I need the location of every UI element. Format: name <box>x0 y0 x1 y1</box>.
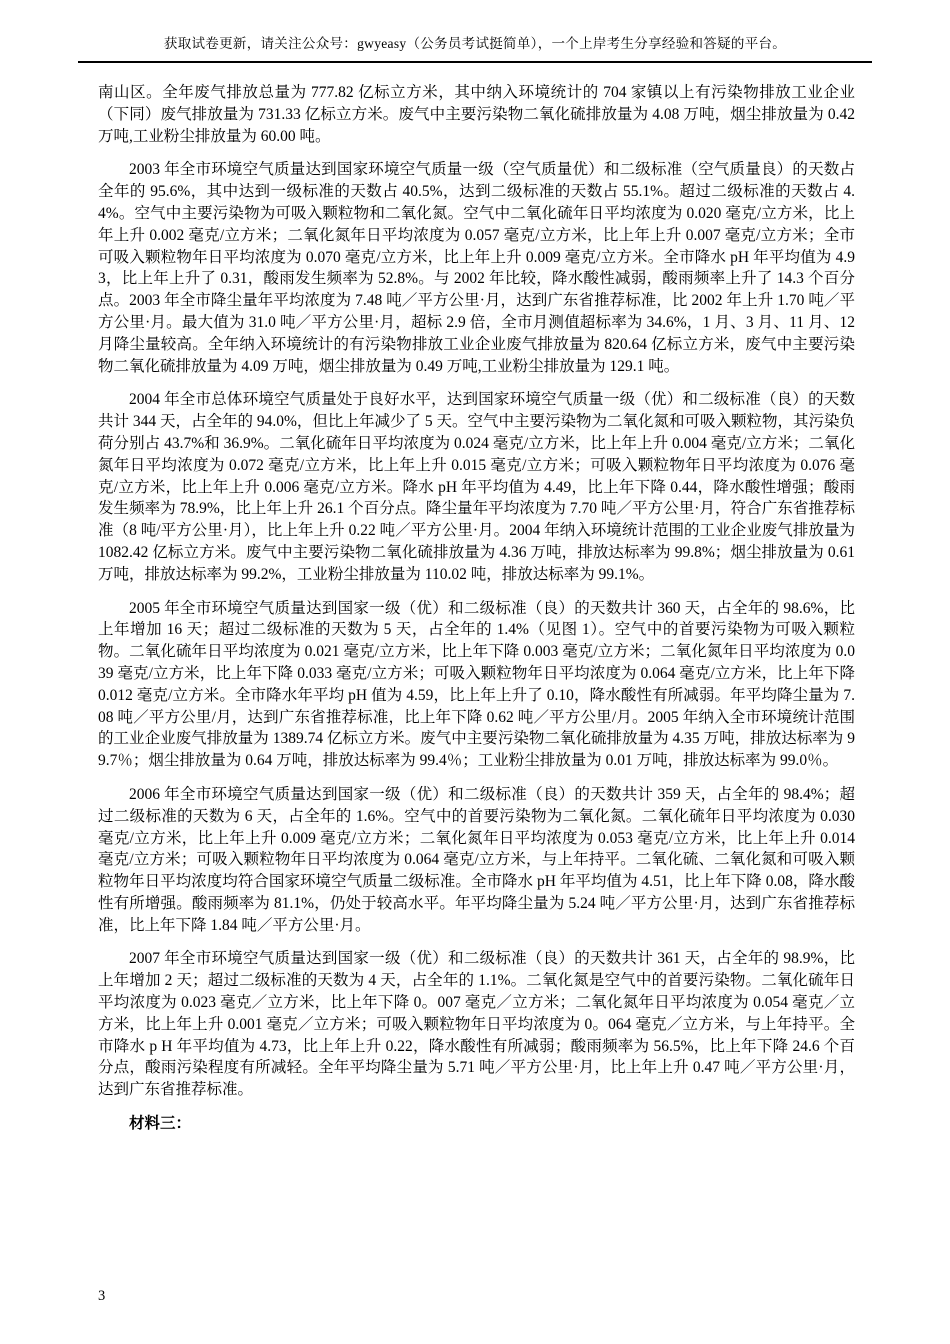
paragraph-year-2005: 2005 年全市环境空气质量达到国家一级（优）和二级标准（良）的天数共计 360 天，占全年的 98.6%，比上年增加 16 天；超过二级标准的天数为 5 天，占全年的 1.4%（见图 1）。空气中的首要污染物为可吸入颗粒物。二氧化硫年日平均浓度为 0.021 毫克/立方米，比上年下降 0.003 毫克/立方米；二氧化氮年日平均浓度为 0.039 毫克/立方米，比上年下降 0.033 毫克/立方米；可吸入颗粒物年日平均浓度为 0.064 毫克/立方米，比上年下降 0.012 毫克/立方米。全市降水年平均 pH 值为 4.59，比上年上升了 0.10，降水酸性有所减弱。年平均降尘量为 7.08 吨／平方公里/月，达到广东省推荐标准，比上年下降 0.62 吨／平方公里/月。2005 年纳入全市环境统计范围的工业企业废气排放量为 1389.74 亿标立方米。废气中主要污染物二氧化硫排放量为 4.35 万吨，排放达标率为 99.7％；烟尘排放量为 0.64 万吨，排放达标率为 99.4％；工业粉尘排放量为 0.01 万吨，排放达标率为 99.0％。 <box>98 599 855 770</box>
paragraph-year-2006: 2006 年全市环境空气质量达到国家一级（优）和二级标准（良）的天数共计 359 天，占全年的 98.4%；超过二级标准的天数为 6 天，占全年的 1.6%。空气中的首要污染物为二氧化氮。二氧化硫年日平均浓度为 0.030 毫克/立方米，比上年上升 0.009 毫克/立方米；二氧化氮年日平均浓度为 0.053 毫克/立方米，比上年上升 0.014 毫克/立方米；可吸入颗粒物年日平均浓度为 0.064 毫克/立方米，与上年持平。二氧化硫、二氧化氮和可吸入颗粒物年日平均浓度均符合国家环境空气质量二级标准。全市降水 pH 年平均值为 4.51，比上年下降 0.08，降水酸性有所增强。酸雨频率为 81.1%，仍处于较高水平。年平均降尘量为 5.24 吨／平方公里·月，达到广东省推荐标准，比上年下降 1.84 吨／平方公里·月。 <box>98 785 855 934</box>
material-three-heading: 材料三： <box>129 1115 192 1133</box>
page-number: 3 <box>98 1288 106 1304</box>
paragraph-year-2007: 2007 年全市环境空气质量达到国家一级（优）和二级标准（良）的天数共计 361 天，占全年的 98.9%，比上年增加 2 天；超过二级标准的天数为 4 天，占全年的 1.1%。二氧化氮是空气中的首要污染物。二氧化硫年日平均浓度为 0.023 毫克／立方米，比上年下降 0。007 毫克／立方米；二氧化氮年日平均浓度为 0.054 毫克／立方米，比上年上升 0.001 毫克／立方米；可吸入颗粒物年日平均浓度为 0。064 毫克／立方米，与上年持平。全市降水 p H 年平均值为 4.73，比上年上升 0.22，降水酸性有所减弱；酸雨频率为 56.5%，比上年下降 24.6 个百分点，酸雨污染程度有所减轻。全年平均降尘量为 5.71 吨／平方公里·月，比上年上升 0.47 吨／平方公里·月，达到广东省推荐标准。 <box>98 950 855 1099</box>
document-body <box>98 82 855 1135</box>
paragraph-year-2004: 2004 年全市总体环境空气质量处于良好水平，达到国家环境空气质量一级（优）和二级标准（良）的天数共计 344 天，占全年的 94.0%，但比上年减少了 5 天。空气中主要污染物为二氧化氮和可吸入颗粒物，其污染负荷分别占 43.7%和 36.9%。二氧化硫年日平均浓度为 0.024 毫克/立方米，比上年上升 0.004 毫克/立方米；二氧化氮年日平均浓度为 0.072 毫克/立方米，比上年上升 0.015 毫克/立方米；可吸入颗粒物年日平均浓度为 0.076 毫克/立方米，比上年上升 0.006 毫克/立方米。降水 pH 年平均值为 4.49，比上年下降 0.44，降水酸性增强；酸雨发生频率为 78.9%，比上年上升 26.1 个百分点。降尘量年平均浓度为 7.70 吨／平方公里·月，符合广东省推荐标准（8 吨/平方公里·月），比上年上升 0.22 吨／平方公里·月。2004 年纳入环境统计范围的工业企业废气排放量为 1082.42 亿标立方米。废气中主要污染物二氧化硫排放量为 4.36 万吨，排放达标率为 99.8%；烟尘排放量为 0.61 万吨，排放达标率为 99.2%，工业粉尘排放量为 110.02 吨，排放达标率为 99.1%。 <box>98 391 855 583</box>
paragraph-nanshan-continuation: 南山区。全年废气排放总量为 777.82 亿标立方米，其中纳入环境统计的 704 家镇以上有污染物排放工业企业（下同）废气排放量为 731.33 亿标立方米。废气中主要污染物二氧化硫排放量为 4.08 万吨，烟尘排放量为 0.42 万吨,工业粉尘排放量为 60.00 吨。 <box>98 84 855 145</box>
header-notice: 获取试卷更新，请关注公众号：gwyeasy（公务员考试挺简单），一个上岸考生分享经验和答疑的平台。 <box>78 32 872 63</box>
paragraph-year-2003: 2003 年全市环境空气质量达到国家环境空气质量一级（空气质量优）和二级标准（空气质量良）的天数占全年的 95.6%，其中达到一级标准的天数占 40.5%，达到二级标准的天数占 55.1%。超过二级标准的天数占 4.4%。空气中主要污染物为可吸入颗粒物和二氧化氮。空气中二氧化硫年日平均浓度为 0.020 毫克/立方米，比上年上升 0.002 毫克/立方米；二氧化氮年日平均浓度为 0.057 毫克/立方米，比上年上升 0.007 毫克/立方米；全市可吸入颗粒物年日平均浓度为 0.070 毫克/立方米，比上年上升 0.009 毫克/立方米。全市降水 pH 年平均值为 4.93，比上年上升了 0.31，酸雨发生频率为 52.8%。与 2002 年比较，降水酸性减弱，酸雨频率上升了 14.3 个百分点。2003 年全市降尘量年平均浓度为 7.48 吨／平方公里·月，达到广东省推荐标准，比 2002 年上升 1.70 吨／平方公里·月。最大值为 31.0 吨／平方公里·月，超标 2.9 倍，全市月测值超标率为 34.6%，1 月、3 月、11 月、12 月降尘量较高。全年纳入环境统计的有污染物排放工业企业废气排放量为 820.64 亿标立方米，废气中主要污染物二氧化硫排放量为 4.09 万吨，烟尘排放量为 0.49 万吨,工业粉尘排放量为 129.1 吨。 <box>98 161 855 375</box>
